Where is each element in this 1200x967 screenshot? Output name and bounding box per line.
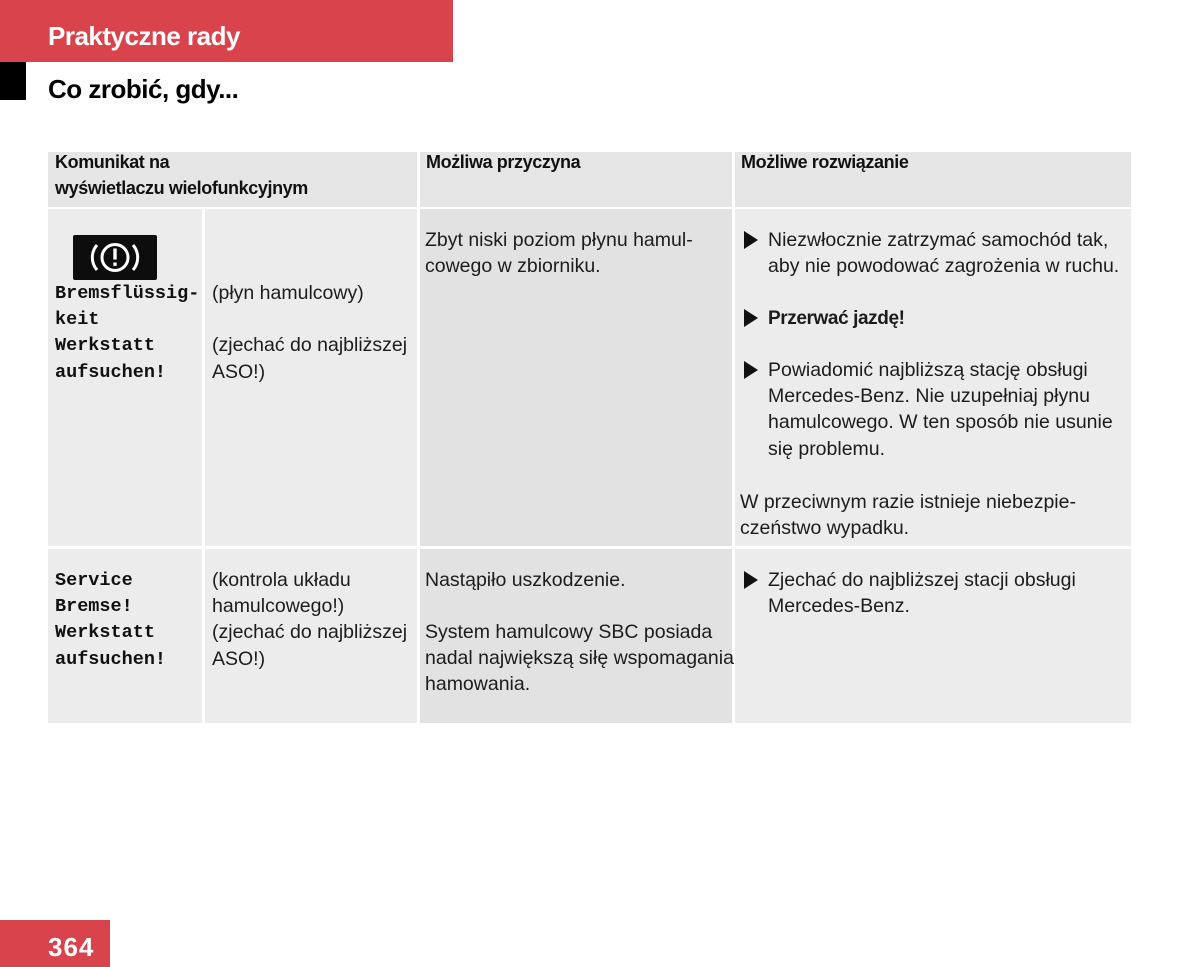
- bullet-arrow-icon: [744, 361, 758, 379]
- solution-note: W przeciwnym razie istnieje niebezpie- czeństwo wypadku.: [740, 491, 1076, 540]
- bullet-arrow-icon: [744, 571, 758, 589]
- brake-warning-icon: [73, 235, 157, 280]
- column-header-cause: Możliwa przyczyna: [426, 152, 581, 172]
- possible-cause: Zbyt niski poziom płynu hamul- cowego w zbiorniku.: [425, 229, 693, 278]
- page-number: 364: [48, 932, 95, 962]
- possible-cause-detail: System hamulcowy SBC posiada nadal największą siłę wspomagania hamowania.: [425, 621, 734, 696]
- solution-step: Niezwłocznie zatrzymać samochód tak, aby nie powodować zagrożenia w ruchu.: [768, 229, 1120, 278]
- solution-step: Powiadomić najbliższą stację obsługi Mercedes-Benz. Nie uzupełniaj płynu hamulcowego. W ten sposób nie usunie się problemu.: [768, 359, 1113, 460]
- page-heading: Co zrobić, gdy...: [48, 74, 239, 104]
- bullet-arrow-icon: [744, 309, 758, 327]
- possible-cause: Nastąpiło uszkodzenie.: [425, 569, 626, 591]
- column-header-message: Komunikat na wyświetlaczu wielofunkcyjnym: [55, 152, 308, 198]
- section-title: Praktyczne rady: [48, 21, 240, 51]
- message-translation: (płyn hamulcowy) (zjechać do najbliższej ASO!): [212, 282, 408, 383]
- column-header-solution: Możliwe rozwiązanie: [741, 152, 909, 172]
- solution-step: Przerwać jazdę!: [768, 308, 905, 329]
- side-marker: [0, 62, 26, 100]
- display-message: Bremsflüssig- keit Werkstatt aufsuchen!: [55, 283, 200, 383]
- message-translation: (kontrola układu hamulcowego!) (zjechać do najbliższej ASO!): [212, 569, 408, 670]
- solution-step: Zjechać do najbliższej stacji obsługi Mercedes-Benz.: [768, 569, 1076, 618]
- bullet-arrow-icon: [744, 231, 758, 249]
- display-message: Service Bremse! Werkstatt aufsuchen!: [55, 570, 167, 670]
